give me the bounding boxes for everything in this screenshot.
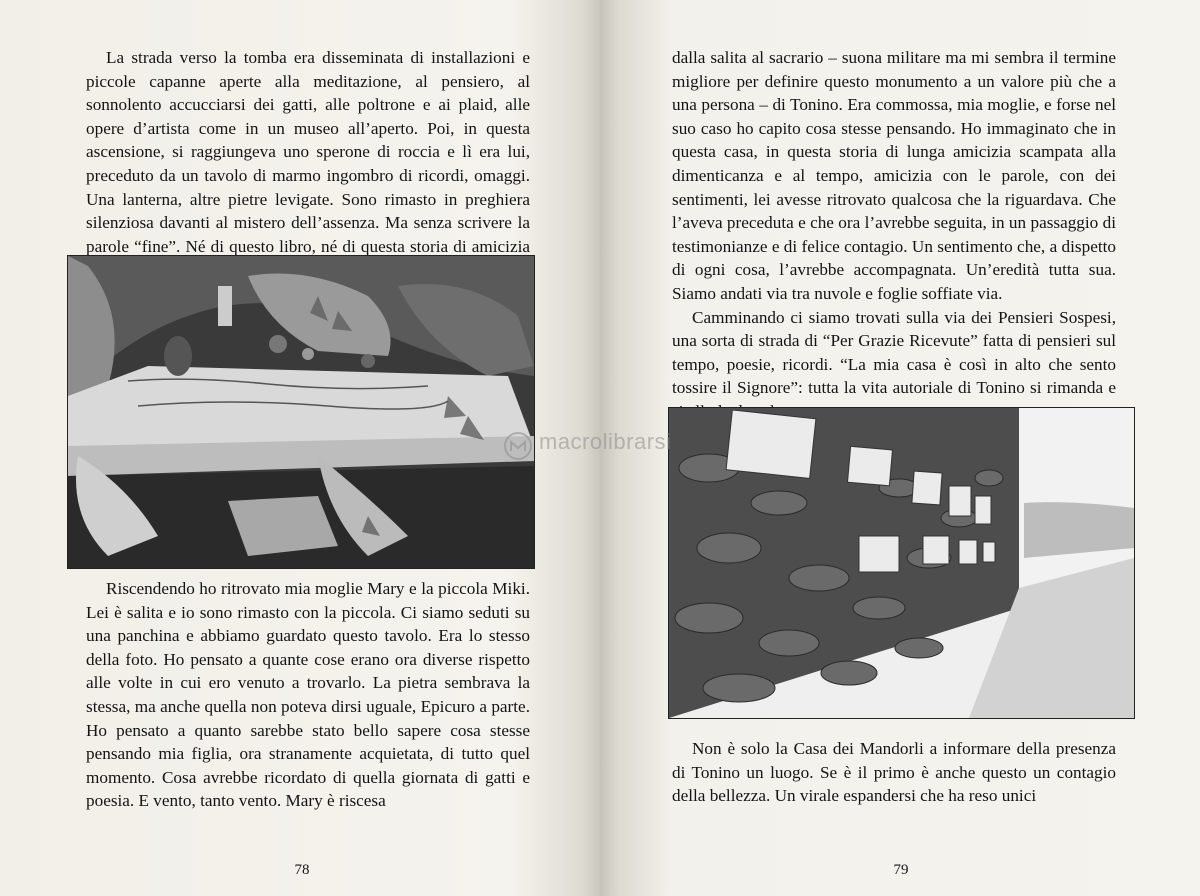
right-photo-stone-wall [668, 407, 1135, 719]
left-paragraph-2: Riscendendo ho ritrovato mia moglie Mary e la piccola Miki. Lei è salita e io sono rimasto con la piccola. Ci siamo seduti su una panchina e abbiamo guardato questo tavolo. Era lo stesso della foto. Ho pensato a quante cose erano ora diverse rispetto alle volte in cui ero venuto a trovarlo. La pietra sembrava la stessa, ma anche quella non poteva dirsi uguale, Epicuro a parte. Ho pensato a quanto sarebbe stato bello sapere cosa stesse pensando mia figlia, ora stranamente acquietata, di tutto quel momento. Cosa avrebbe ricordato di quella giornata di gatti e poesia. E vento, tanto vento. Mary è riscesa [86, 579, 530, 811]
left-photo-marble-table [67, 255, 535, 569]
left-text-bottom [86, 577, 530, 813]
page-number-left: 78 [294, 862, 310, 878]
right-text-bottom [672, 737, 1116, 808]
stone-wall-image [669, 408, 1134, 718]
right-paragraph-1: dalla salita al sacrario – suona militare ma mi sembra il termine migliore per definire questo monumento a un valore più che a una persona – di Tonino. Era commossa, mia moglie, e forse nel suo caso ho capito cosa stesse pensando. Ho immaginato che in questa casa, in questa storia di lunga amicizia scampata alla dimenticanza e al tempo, amicizia con le parole, con dei sentimenti, lei avesse ritrovato qualcosa che la riguardava. Che l’aveva preceduta e che ora l’avrebbe seguita, in un passaggio di testimonianze e di felice contagio. Un sentimento che, a dispetto di ogni cosa, l’avrebbe accompagnata. Un’eredità tutta sua. Siamo andati via tra nuvole e foglie soffiate via. [672, 48, 1116, 303]
watermark-text: macrolibrarsi [539, 429, 672, 454]
marble-table-image [68, 256, 534, 568]
page-number-right: 79 [893, 862, 909, 878]
right-paragraph-2: Camminando ci siamo trovati sulla via dei Pensieri Sospesi, una sorta di strada di “Per Grazie Ricevute” fatta di pensieri sul tempo, poesie, ricordi. “La mia casa è così in alto che sento tossire il Signore”: tutta la vita autoriale di Tonino si rimanda e [672, 307, 1116, 398]
left-text-top [86, 46, 530, 282]
right-text-top [672, 46, 1116, 424]
right-page [600, 0, 1200, 896]
left-paragraph-1: La strada verso la tomba era disseminata di installazioni e piccole capanne aperte alla meditazione, al pensiero, al sonnolento accucciarsi dei gatti, alle poltrone e ai plaid, alle opere d’artista come in un museo all’aperto. Poi, in questa ascensione, si raggiungeva uno sperone di roccia e lì era lui, preceduto da un tavolo di marmo ingombro di ricordi, omaggi. Una lanterna, altre pietre levigate. Sono rimasto in preghiera silenziosa davanti al mistero dell’assenza. Ma senza scrivere la parole “fine”. Né di questo libro, né di questa storia di amicizia [86, 48, 530, 256]
right-paragraph-3: Non è solo la Casa dei Mandorli a informare della presenza di Tonino un luogo. Se è il primo è anche questo un contagio della bellezza. Un virale espandersi che ha reso unici [672, 739, 1116, 806]
